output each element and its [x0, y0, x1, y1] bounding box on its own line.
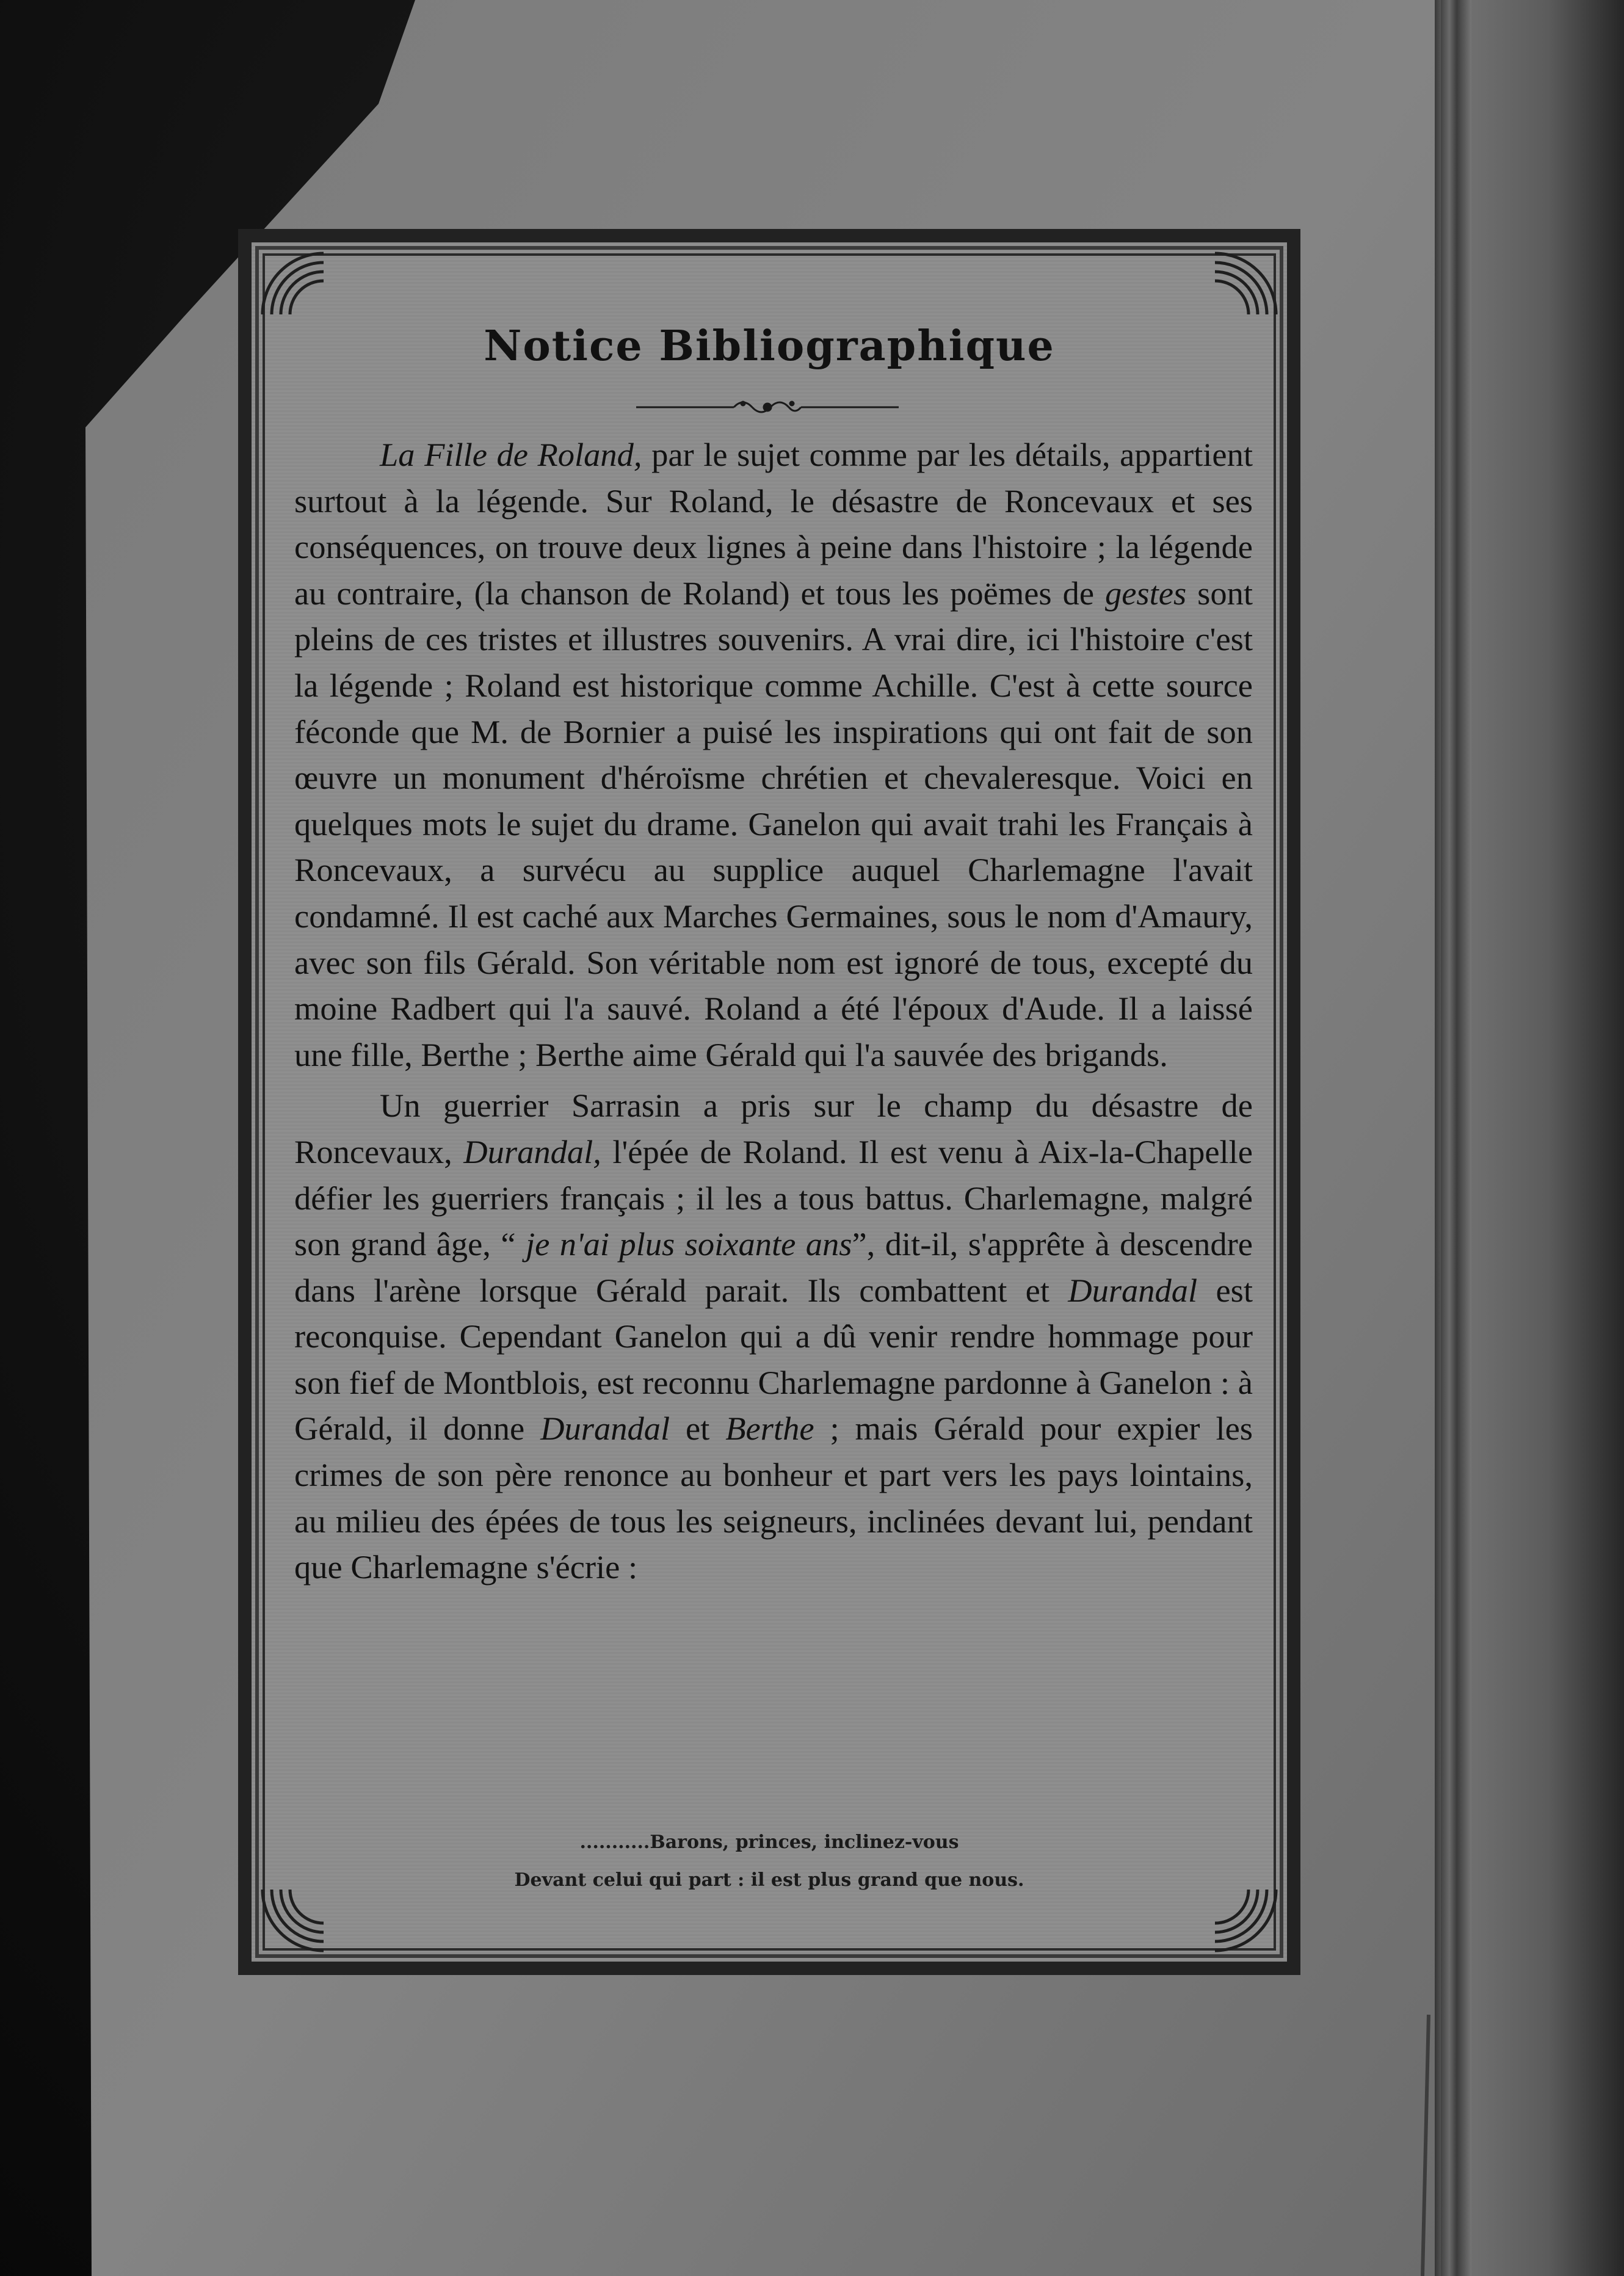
paragraph-text: par le sujet comme par les détails, appartient surtout à la légende. Sur Roland, le désastre de Roncevaux et ses conséquences, on trouve deux lignes à peine dans l'histoire ; la légende au contraire, (la chanson de Roland) et tous les poëmes de [294, 436, 1253, 612]
adjacent-page-edge [1471, 0, 1624, 2276]
verse-line: Devant celui qui part : il est plus grand que nous. [514, 1869, 1024, 1891]
paragraph-text: et [670, 1410, 726, 1448]
page-title: Notice Bibliographique [484, 322, 1055, 371]
italic-term: Durandal, [463, 1133, 601, 1170]
italic-quote: je n'ai plus soixante ans [525, 1225, 852, 1263]
paragraph-text: Un guerrier Sarrasin a pris sur le champ du désastre de Roncevaux, [294, 1087, 1253, 1170]
paragraph-text: ”, dit-il, s'apprête à descendre dans l'arène lorsque Gérald parait. Ils combattent et [294, 1225, 1253, 1309]
italic-term: Berthe [725, 1410, 814, 1448]
notice-body [294, 432, 1253, 1590]
corner-ornament-icon [1209, 247, 1282, 321]
paragraph-text: ; mais Gérald pour expier les crimes de son père renonce au bonheur et part vers les pays lointains, au milieu des épées de tous les seigneurs, inclinées devant lui, pendant que Charlemagne s'écrie : [294, 1410, 1253, 1586]
play-title: La Fille de Roland, [380, 436, 642, 473]
paragraph-text: sont pleins de ces tristes et illustres souvenirs. A vrai dire, ici l'histoire c'est la légende ; Roland est historique comme Achille. C'est à cette source féconde que M. de Bornier a puisé les inspirations qui ont fait de son œuvre un monument d'héroïsme chrétien et chevaleresque. Voici en quelques mots le sujet du drame. Ganelon qui avait trahi les Français à Roncevaux, a survécu au supplice auquel Charlemagne l'avait condamné. Il est caché aux Marches Germaines, sous le nom d'Amaury, avec son fils Gérald. Son véritable nom est ignoré de tous, excepté du moine Radbert qui l'a sauvé. Roland a été l'époux d'Aude. Il a laissé une fille, Berthe ; Berthe aime Gérald qui l'a sauvée des brigands. [294, 574, 1253, 1073]
notice-frame [238, 229, 1300, 1975]
corner-ornament-icon [256, 247, 330, 321]
paragraph-summary [294, 432, 1253, 1078]
italic-term: Durandal [1068, 1271, 1198, 1309]
verse-line: ...........Barons, princes, inclinez-vous [579, 1832, 959, 1853]
title-flourish-icon [630, 395, 905, 419]
closing-verse [252, 1824, 1287, 1899]
book-spine [1435, 0, 1471, 2276]
italic-term: Durandal [540, 1410, 670, 1448]
paragraph-text: l'épée de Roland. Il est venu à Aix-la-Chapelle défier les guerriers français ; il les a tous battus. Charlemagne, malgré son grand âge, “ [294, 1133, 1253, 1263]
paragraph-text: est reconquise. Cependant Ganelon qui a dû venir rendre hommage pour son fief de Montblois, est reconnu Charlemagne pardonne à Ganelon : à Gérald, il donne [294, 1271, 1253, 1448]
italic-term: gestes [1104, 574, 1187, 612]
paragraph-plot [294, 1082, 1253, 1590]
